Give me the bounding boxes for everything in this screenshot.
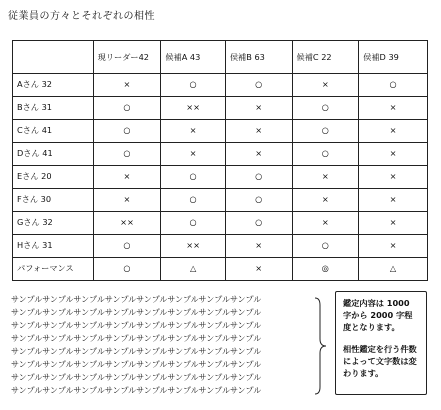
table-cell: × (292, 74, 359, 97)
table-row (13, 166, 428, 189)
table-row-performance (13, 258, 428, 281)
compatibility-table (12, 40, 428, 281)
table-cell: ○ (359, 74, 428, 97)
table-cell: × (359, 235, 428, 258)
table-cell: × (359, 212, 428, 235)
table-cell: × (225, 258, 292, 281)
note-paragraph: 鑑定内容は 1000 字から 2000 字程度となります。 (343, 298, 413, 332)
row-label: Hさん 31 (13, 235, 94, 258)
table-body (13, 74, 428, 281)
table-cell: ○ (292, 120, 359, 143)
table-row (13, 143, 428, 166)
table-cell: × (359, 189, 428, 212)
table-cell: × (225, 235, 292, 258)
header-row (13, 41, 428, 74)
header-cell-candidate-b: 侯補B 63 (225, 41, 292, 74)
row-label: Bさん 31 (13, 97, 94, 120)
row-label: パフォーマンス (13, 258, 94, 281)
note-paragraph: 相性鑑定を行う件数によって文字数は変わります。 (343, 344, 417, 378)
table-row (13, 74, 428, 97)
note-box (335, 291, 427, 395)
table-cell: × (359, 97, 428, 120)
table-cell: ○ (161, 74, 226, 97)
right-brace-icon (313, 296, 329, 396)
table-cell: × (93, 189, 161, 212)
sample-text-line: サンプルサンプルサンプルサンプルサンプルサンプルサンプルサンプル (11, 321, 262, 330)
table-cell: ×× (93, 212, 161, 235)
sample-text-line: サンプルサンプルサンプルサンプルサンプルサンプルサンプルサンプル (11, 360, 262, 369)
sample-text-line: サンプルサンプルサンプルサンプルサンプルサンプルサンプルサンプル (11, 334, 262, 343)
table-cell: × (359, 120, 428, 143)
table-cell: ○ (161, 212, 226, 235)
table-row (13, 97, 428, 120)
table-cell: ○ (161, 166, 226, 189)
table-cell: ○ (93, 97, 161, 120)
table-cell: ○ (292, 97, 359, 120)
table-cell: ○ (93, 235, 161, 258)
table-cell: × (359, 143, 428, 166)
table-cell: ×× (161, 235, 226, 258)
table-row (13, 120, 428, 143)
table-row (13, 189, 428, 212)
table-cell: ○ (225, 74, 292, 97)
table-cell: × (292, 189, 359, 212)
table-cell: × (161, 120, 226, 143)
table-cell: × (93, 166, 161, 189)
table-cell: × (292, 166, 359, 189)
table-cell: ○ (225, 212, 292, 235)
row-label: Gさん 32 (13, 212, 94, 235)
header-cell-candidate-c: 候補C 22 (292, 41, 359, 74)
table-cell: × (161, 143, 226, 166)
table-cell: ◎ (292, 258, 359, 281)
row-label: Aさん 32 (13, 74, 94, 97)
header-cell-candidate-a: 候補A 43 (161, 41, 226, 74)
row-label: Fさん 30 (13, 189, 94, 212)
sample-text-line: サンプルサンプルサンプルサンプルサンプルサンプルサンプルサンプル (11, 295, 262, 304)
table-header (13, 41, 428, 74)
table-cell: × (225, 97, 292, 120)
header-cell-corner (13, 41, 94, 74)
sample-text-line: サンプルサンプルサンプルサンプルサンプルサンプルサンプルサンプル (11, 347, 262, 356)
table-cell: ○ (93, 120, 161, 143)
table-cell: ○ (225, 189, 292, 212)
sample-text-block (11, 293, 311, 397)
sample-text-line: サンプルサンプルサンプルサンプルサンプルサンプルサンプルサンプル (11, 308, 262, 317)
table-cell: × (359, 166, 428, 189)
table-cell: ×× (161, 97, 226, 120)
header-cell-candidate-d: 侯補D 39 (359, 41, 428, 74)
table-cell: × (292, 212, 359, 235)
table-cell: ○ (225, 166, 292, 189)
sample-text-line: サンプルサンプルサンプルサンプルサンプルサンプルサンプルサンプル (11, 373, 262, 382)
sample-text-line: サンプルサンプルサンプルサンプルサンプルサンプルサンプルサンプル (11, 386, 262, 395)
row-label: Cさん 41 (13, 120, 94, 143)
table-cell: ○ (161, 189, 226, 212)
table-cell: △ (359, 258, 428, 281)
row-label: Dさん 41 (13, 143, 94, 166)
header-cell-current-leader: 現リーダー42 (93, 41, 161, 74)
table-cell: ○ (93, 258, 161, 281)
row-label: Eさん 20 (13, 166, 94, 189)
table-cell: ○ (93, 143, 161, 166)
table-cell: ○ (292, 235, 359, 258)
table-row (13, 235, 428, 258)
table-cell: × (93, 74, 161, 97)
table-cell: ○ (292, 143, 359, 166)
table-cell: × (225, 120, 292, 143)
page-title: 従業員の方々とそれぞれの相性 (8, 11, 155, 22)
table-cell: × (225, 143, 292, 166)
table-cell: △ (161, 258, 226, 281)
table-row (13, 212, 428, 235)
